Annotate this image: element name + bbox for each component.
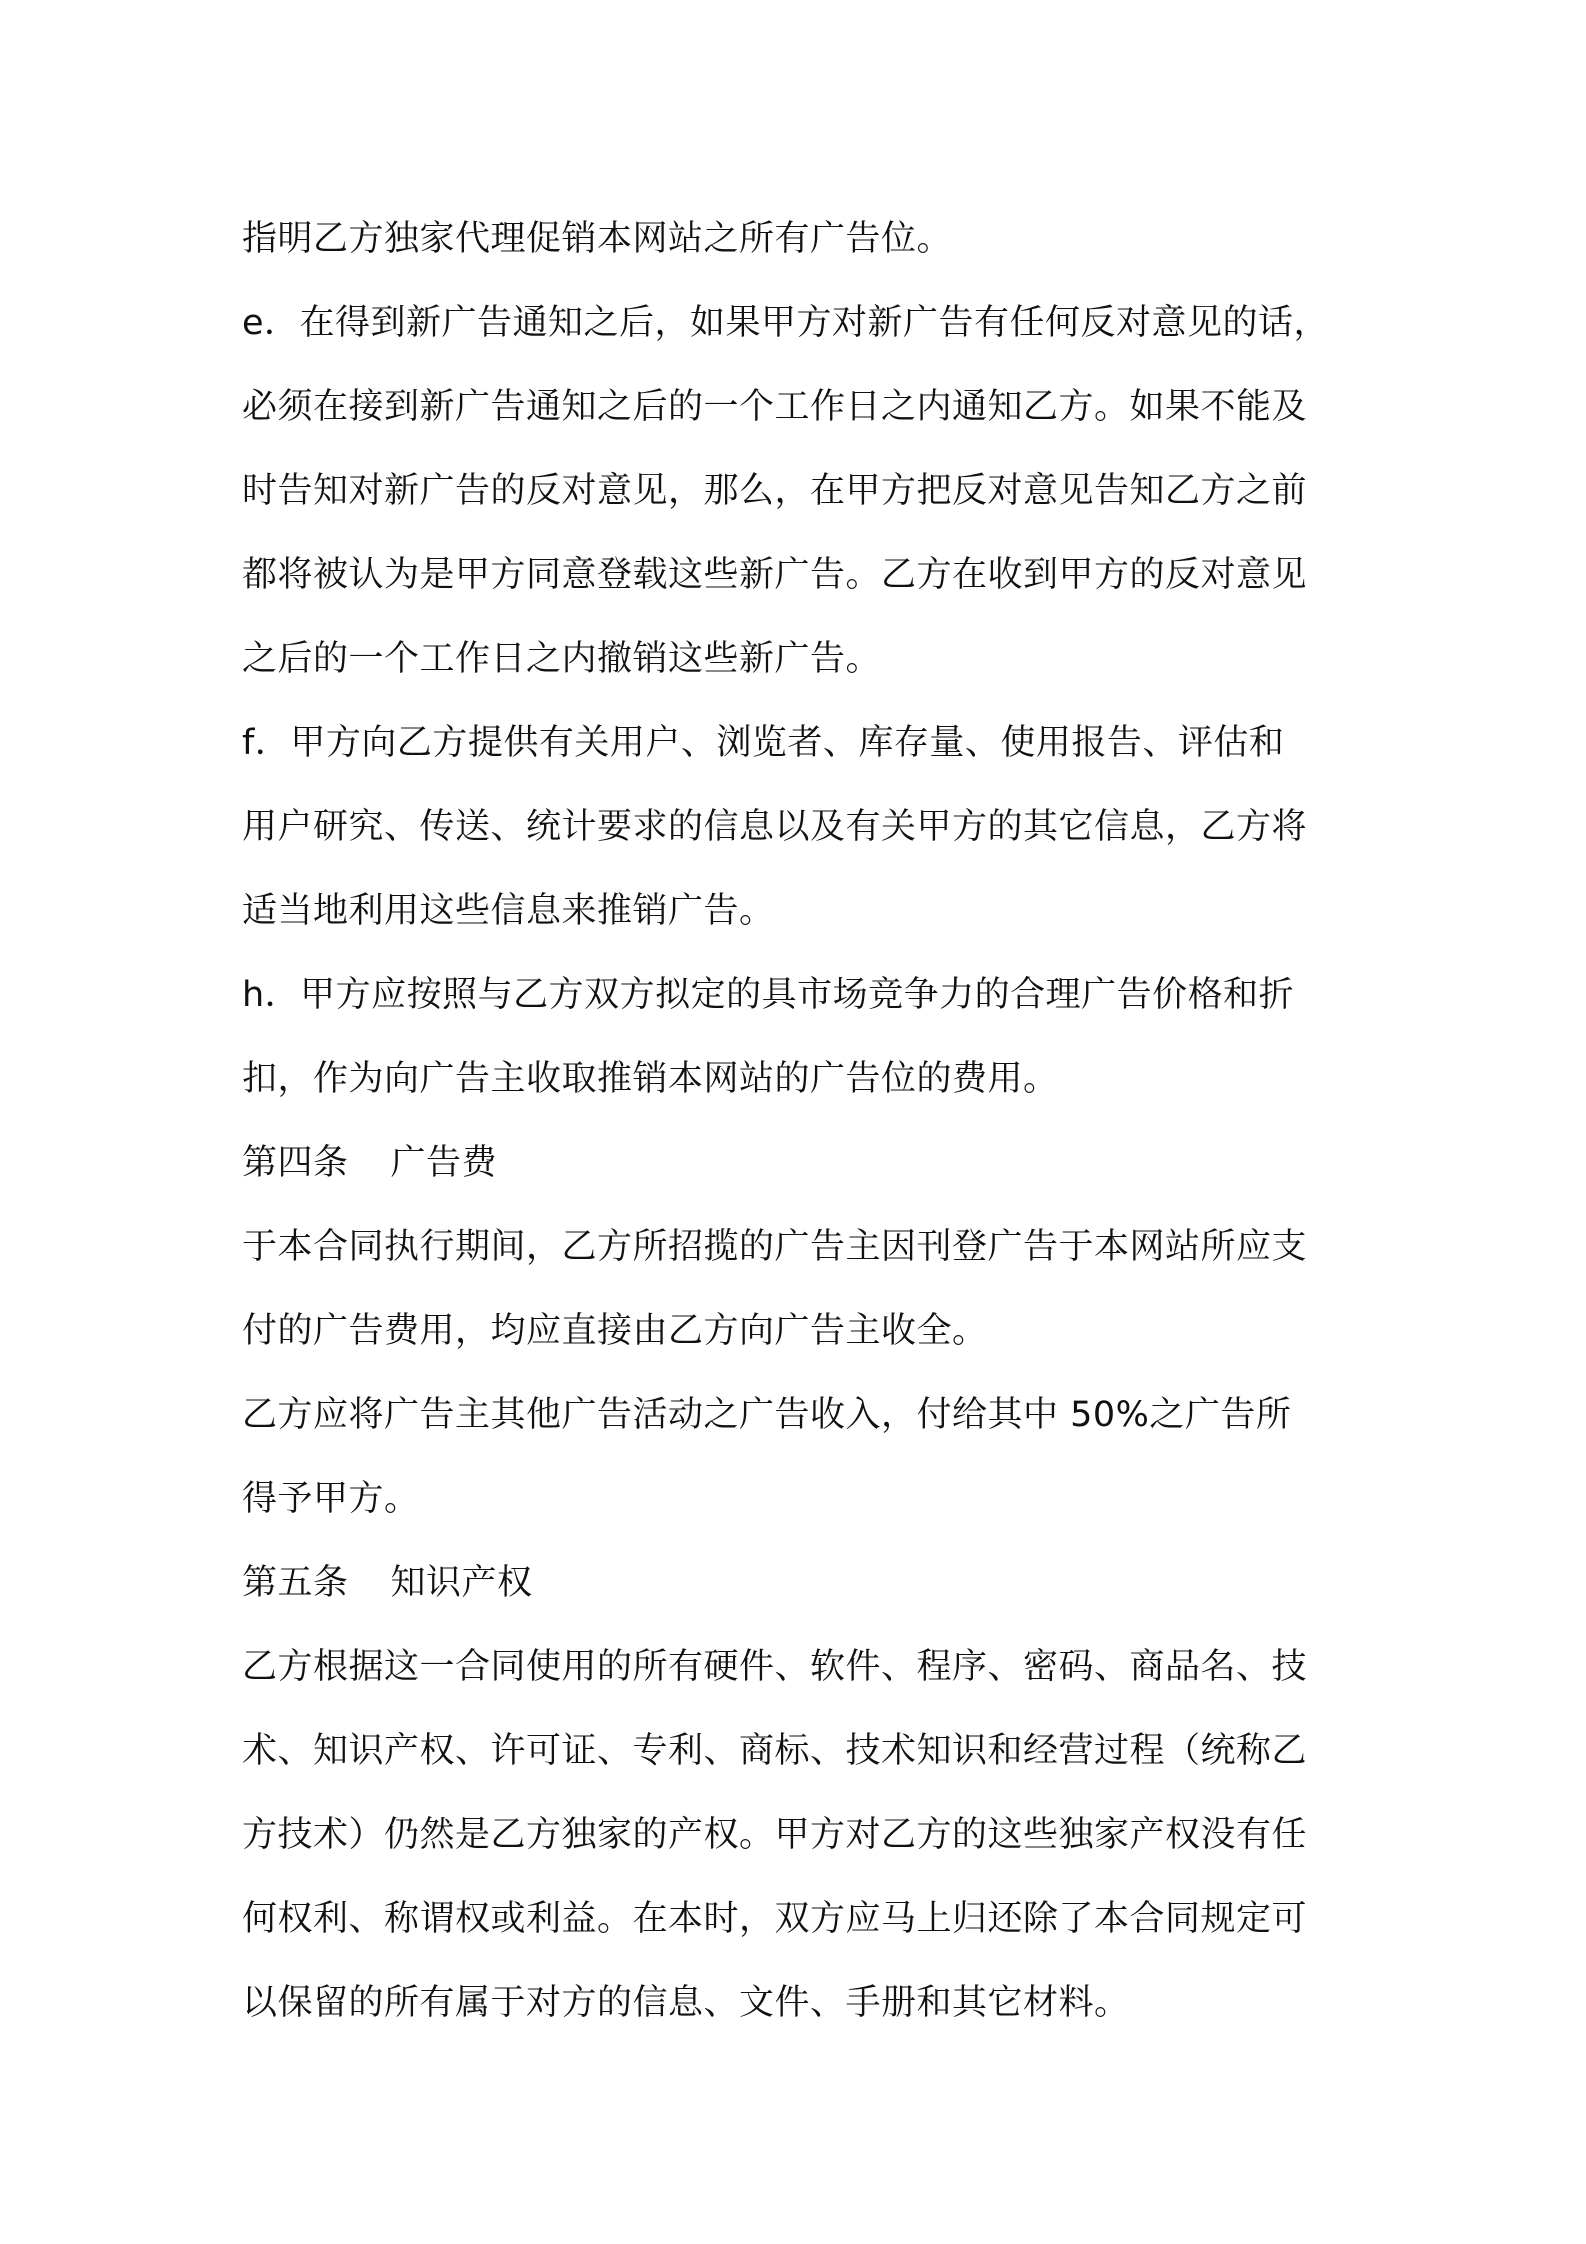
document-body [242, 197, 1362, 2045]
article-5-heading [242, 1541, 1362, 1625]
text-line: 于本合同执行期间，乙方所招揽的广告主因刊登广告于本网站所应支 [242, 1227, 1308, 1267]
text-line: 都将被认为是甲方同意登载这些新广告。乙方在收到甲方的反对意见 [242, 555, 1308, 595]
article-title: 知识产权 [390, 1563, 533, 1603]
text-line: 术、知识产权、许可证、专利、商标、技术知识和经营过程（统称乙 [242, 1731, 1308, 1771]
text-line: 指明乙方独家代理促销本网站之所有广告位。 [242, 219, 953, 259]
text-line: 付的广告费用，均应直接由乙方向广告主收全。 [242, 1311, 988, 1351]
text-line: f．甲方向乙方提供有关用户、浏览者、库存量、使用报告、评估和 [242, 723, 1285, 763]
text-line: 以保留的所有属于对方的信息、文件、手册和其它材料。 [242, 1983, 1130, 2023]
text-line: 扣，作为向广告主收取推销本网站的广告位的费用。 [242, 1059, 1059, 1099]
text-line: 用户研究、传送、统计要求的信息以及有关甲方的其它信息，乙方将 [242, 807, 1308, 847]
text-line: 乙方根据这一合同使用的所有硬件、软件、程序、密码、商品名、技 [242, 1647, 1308, 1687]
article-number: 第四条 [242, 1143, 349, 1183]
text-line: 必须在接到新广告通知之后的一个工作日之内通知乙方。如果不能及 [242, 387, 1308, 427]
article-4-heading [242, 1121, 1362, 1205]
text-line: 适当地利用这些信息来推销广告。 [242, 891, 775, 931]
article-title: 广告费 [390, 1143, 498, 1183]
text-line: 时告知对新广告的反对意见，那么，在甲方把反对意见告知乙方之前 [242, 471, 1308, 511]
text-line: 何权利、称谓权或利益。在本时，双方应马上归还除了本合同规定可 [242, 1899, 1308, 1939]
article-number: 第五条 [242, 1563, 349, 1603]
text-line: h．甲方应按照与乙方双方拟定的具市场竞争力的合理广告价格和折 [242, 975, 1295, 1015]
text-line: 得予甲方。 [242, 1479, 420, 1519]
text-line: e．在得到新广告通知之后，如果甲方对新广告有任何反对意见的话， [242, 303, 1330, 343]
text-line: 之后的一个工作日之内撤销这些新广告。 [242, 639, 882, 679]
text-line: 方技术）仍然是乙方独家的产权。甲方对乙方的这些独家产权没有任 [242, 1815, 1308, 1855]
text-line: 乙方应将广告主其他广告活动之广告收入，付给其中 50%之广告所 [242, 1395, 1292, 1435]
